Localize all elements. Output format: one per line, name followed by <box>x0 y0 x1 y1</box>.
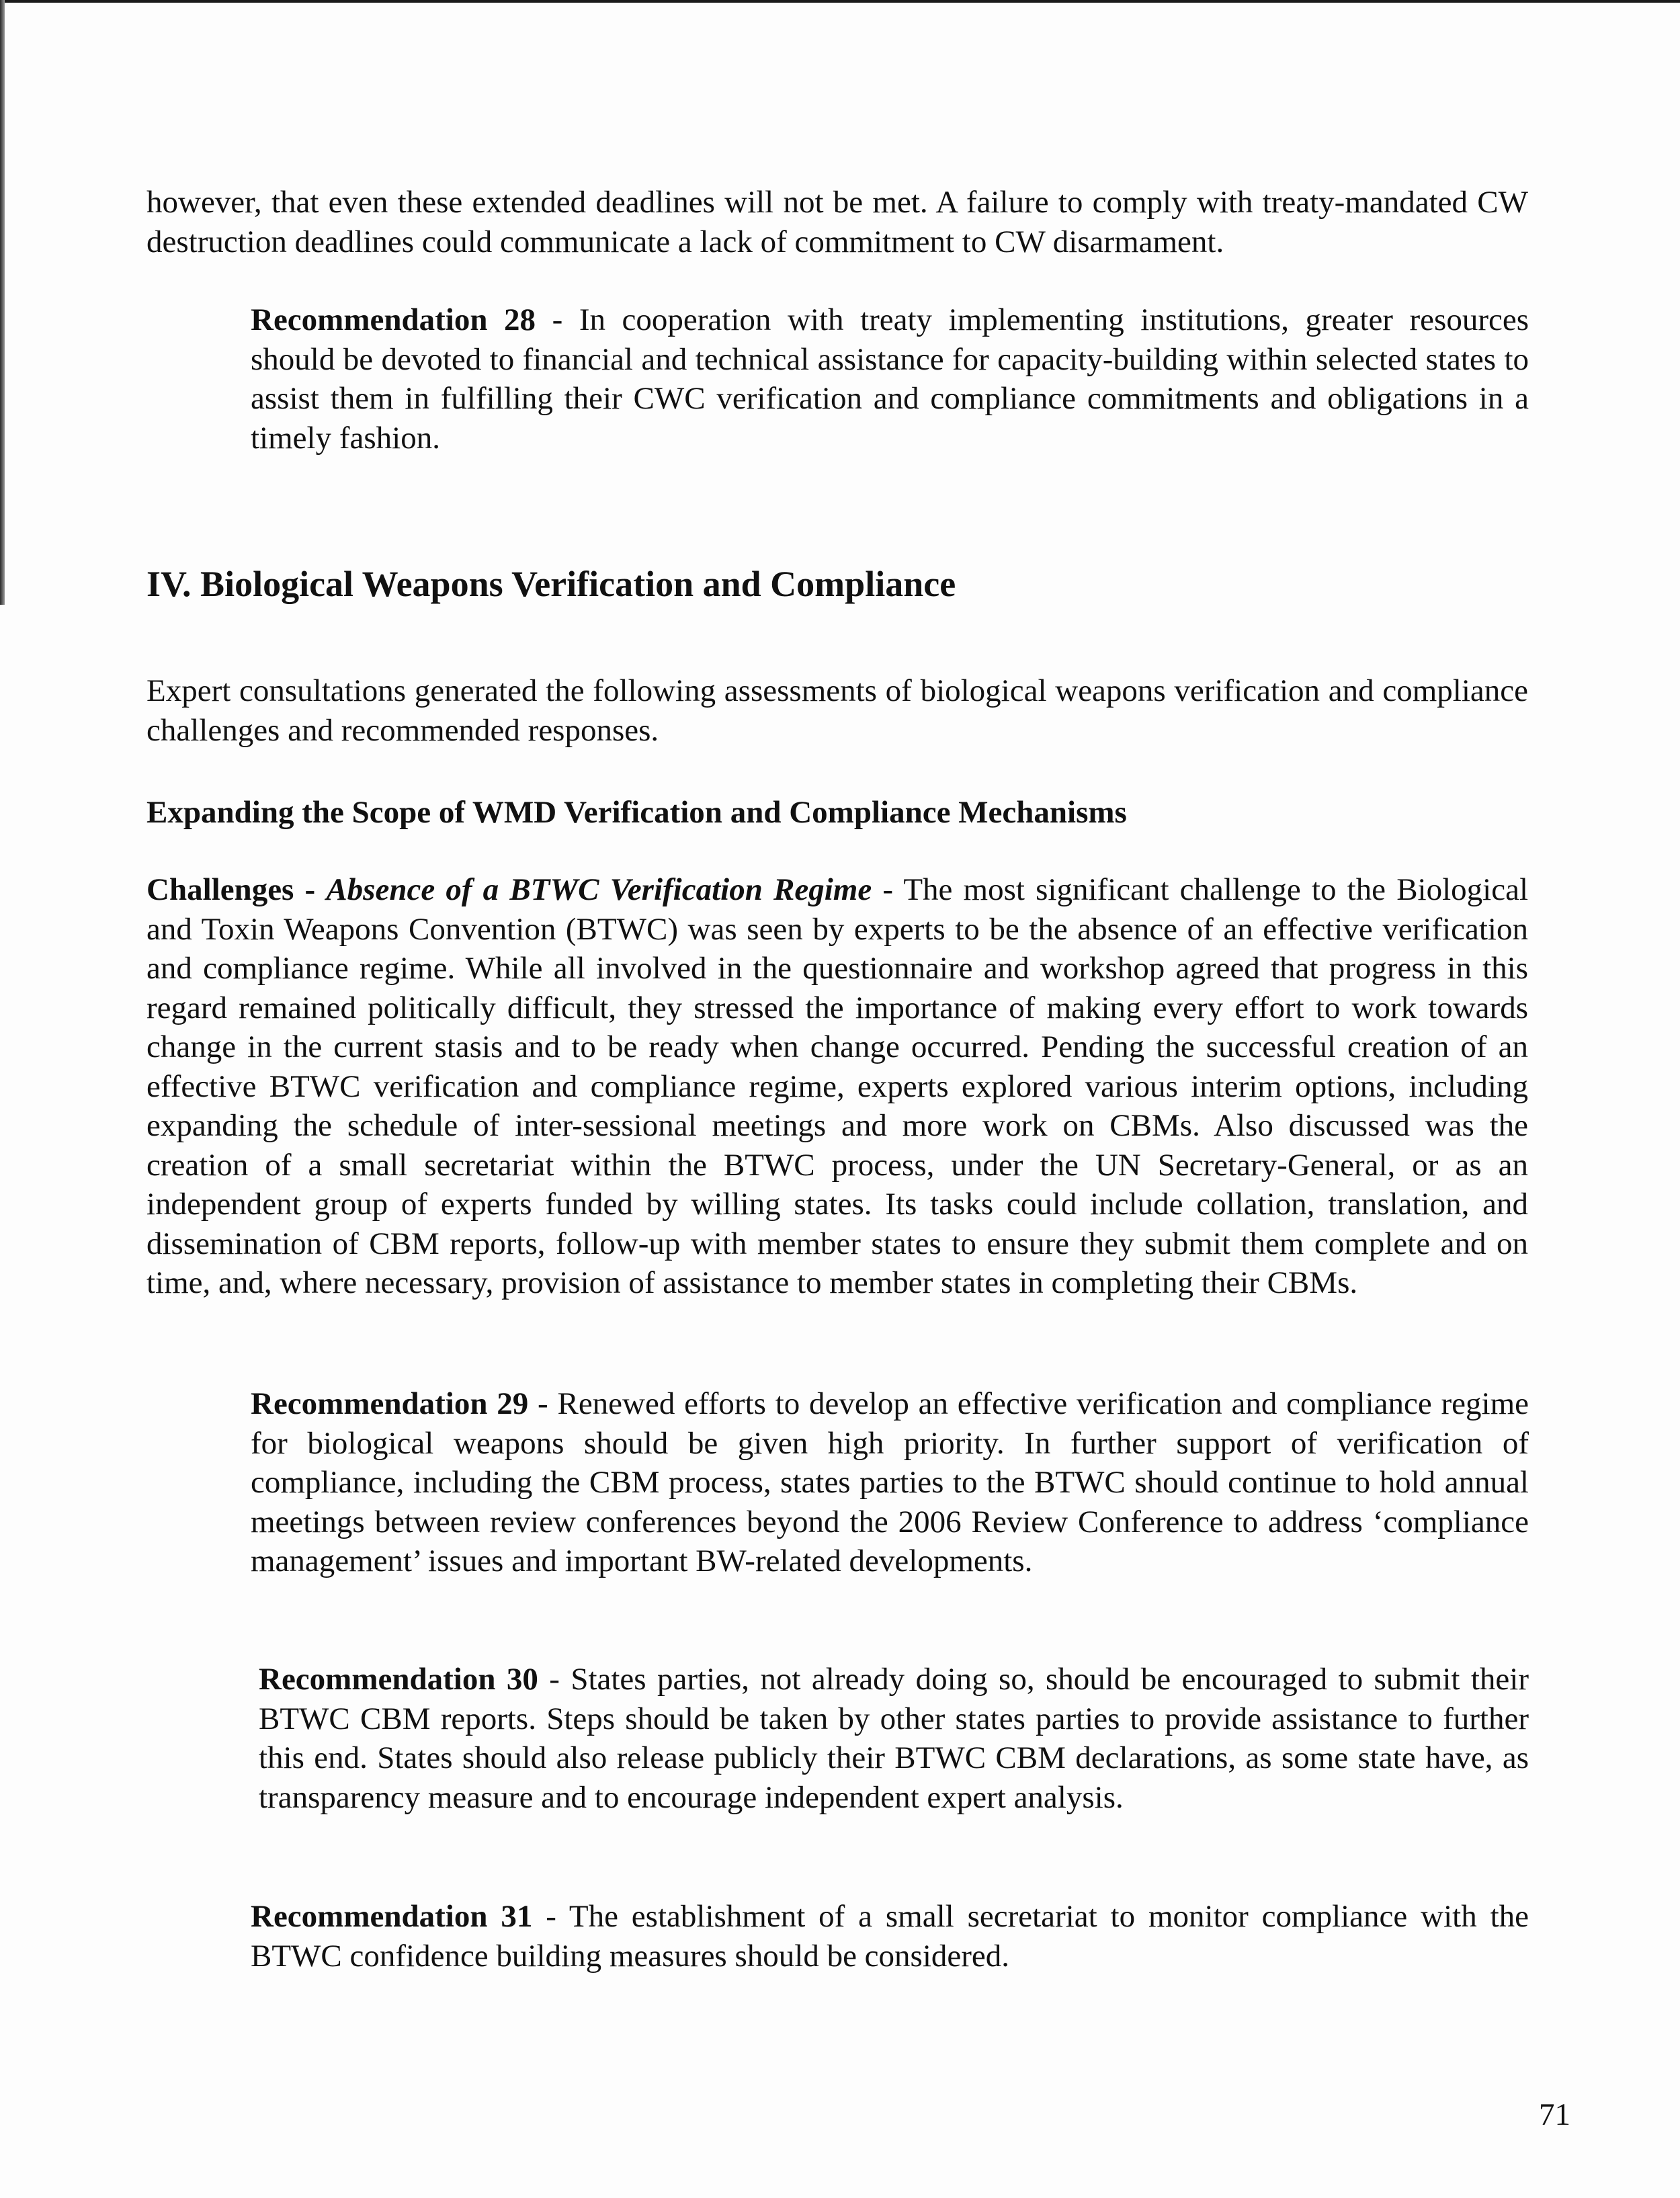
scan-edge-top <box>0 0 1680 3</box>
recommendation-28 <box>251 300 1529 458</box>
challenges-paragraph <box>146 870 1528 1303</box>
intro-paragraph: however, that even these extended deadlines will not be met. A failure to comply with treaty-mandated CW destruction deadlines could communicate a lack of commitment to CW disarmament. <box>146 185 1528 259</box>
recommendation-29-label: Recommendation 29 <box>251 1386 529 1421</box>
recommendation-30 <box>259 1660 1529 1817</box>
section-intro: Expert consultations generated the following assessments of biological weapons verification and compliance challenges and recommended responses. <box>146 673 1528 748</box>
recommendation-29 <box>251 1384 1529 1581</box>
recommendation-31-label: Recommendation 31 <box>251 1899 533 1934</box>
recommendation-31 <box>251 1897 1529 1976</box>
recommendation-30-label: Recommendation 30 <box>259 1662 538 1697</box>
subheading: Expanding the Scope of WMD Verification and Compliance Mechanisms <box>146 795 1127 830</box>
recommendation-30-text: - States parties, not already doing so, should be encouraged to submit their BTWC CBM reports. Steps should be taken by other states parties to provide assistance to further this end. States should also release publicly their BTWC CBM declarations, as some state have, as transparency measure and to encourage independent expert analysis. <box>259 1662 1529 1815</box>
scan-edge-left <box>0 0 5 605</box>
section-heading: IV. Biological Weapons Verification and Compliance <box>146 564 956 604</box>
recommendation-31-text: - The establishment of a small secretariat to monitor compliance with the BTWC confidence building measures should be considered. <box>251 1899 1529 1974</box>
recommendation-29-text: - Renewed efforts to develop an effective verification and compliance regime for biological weapons should be given high priority. In further support of verification of compliance, including the CBM process, states parties to the BTWC should continue to hold annual meetings between review conferences beyond the 2006 Review Conference to address ‘compliance management’ issues and important BW-related developments. <box>251 1386 1529 1578</box>
challenges-text: - The most significant challenge to the Biological and Toxin Weapons Convention (BTWC) was seen by experts to be the absence of an effective verification and compliance regime. While all involved in the questionnaire and workshop agreed that progress in this regard remained politically difficult, they stressed the importance of making every effort to work towards change in the current stasis and to be ready when change occurred. Pending the successful creation of an effective BTWC verification and compliance regime, experts explored various interim options, including expanding the schedule of inter-sessional meetings and more work on CBMs. Also discussed was the creation of a small secretariat within the BTWC process, under the UN Secretary-General, or as an independent group of experts funded by willing states. Its tasks could include collation, translation, and dissemination of CBM reports, follow-up with member states to ensure they submit them complete and on time, and, where necessary, provision of assistance to member states in completing their CBMs. <box>146 872 1529 1300</box>
page-number: 71 <box>1539 2097 1570 2132</box>
recommendation-28-text: - In cooperation with treaty implementing institutions, greater resources should be devoted to financial and technical assistance for capacity-building within selected states to assist them in fulfilling their CWC verification and compliance commitments and obligations in a timely fashion. <box>251 302 1529 456</box>
challenges-topic: Absence of a BTWC Verification Regime <box>326 872 872 907</box>
challenges-label: Challenges - <box>146 872 327 907</box>
recommendation-28-label: Recommendation 28 <box>251 302 536 337</box>
